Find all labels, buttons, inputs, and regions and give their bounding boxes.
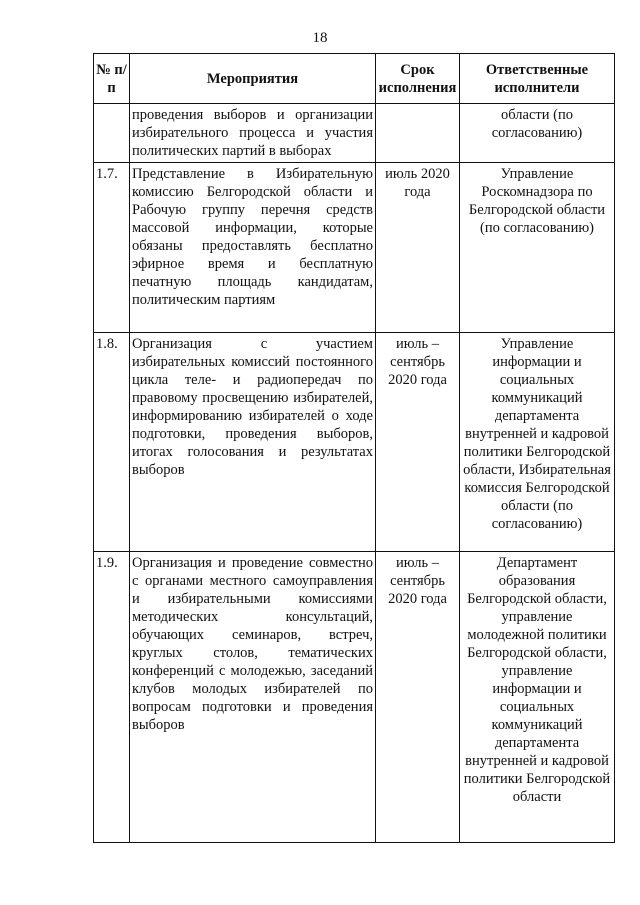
table-row: [94, 552, 615, 843]
row-term: июль – сентябрь 2020 года: [376, 333, 460, 552]
row-responsible: Департамент образования Белгородской области, управление молодежной политики Белгородской области, управление информации и социальных коммуникаций департамента внутренней и кадровой политики Белгородской области: [460, 552, 615, 843]
events-table: [93, 53, 615, 843]
row-activity: Организация и проведение совместно с органами местного самоуправления и избирательными комиссиями методических консультаций, обучающих семинаров, встреч, круглых столов, тематических конференций с молодежью, заседаний клубов молодых избирателей по вопросам подготовки и проведения выборов: [130, 552, 376, 843]
row-activity: Организация с участием избирательных комиссий постоянного цикла теле- и радиопередач по правовому просвещению избирателей, информированию избирателей о ходе подготовки, проведения выборов, итогах голосования и результатах выборов: [130, 333, 376, 552]
row-num: 1.8.: [94, 333, 130, 552]
page-number: 18: [312, 30, 328, 46]
row-num: [94, 104, 130, 163]
row-activity: проведения выборов и организации избирательного процесса и участия политических партий в выборах: [130, 104, 376, 163]
row-term: июль – сентябрь 2020 года: [376, 552, 460, 843]
header-responsible: Ответственные исполнители: [460, 54, 615, 104]
table-row: [94, 163, 615, 333]
header-activity: Мероприятия: [130, 54, 376, 104]
row-activity: Представление в Избирательную комиссию Белгородской области и Рабочую группу перечня средств массовой информации, которые обязаны предоставлять бесплатно эфирное время и бесплатную печатную площадь кандидатам, политическим партиям: [130, 163, 376, 333]
table-row: [94, 104, 615, 163]
row-term: [376, 104, 460, 163]
row-term: июль 2020 года: [376, 163, 460, 333]
row-responsible: Управление информации и социальных коммуникаций департамента внутренней и кадровой политики Белгородской области, Избирательная комиссия Белгородской области (по согласованию): [460, 333, 615, 552]
header-num: № п/п: [94, 54, 130, 104]
row-responsible: области (по согласованию): [460, 104, 615, 163]
row-num: 1.7.: [94, 163, 130, 333]
table-row: [94, 333, 615, 552]
table-header-row: [94, 54, 615, 104]
row-responsible: Управление Роскомнадзора по Белгородской области (по согласованию): [460, 163, 615, 333]
row-num: 1.9.: [94, 552, 130, 843]
header-term: Срок исполнения: [376, 54, 460, 104]
